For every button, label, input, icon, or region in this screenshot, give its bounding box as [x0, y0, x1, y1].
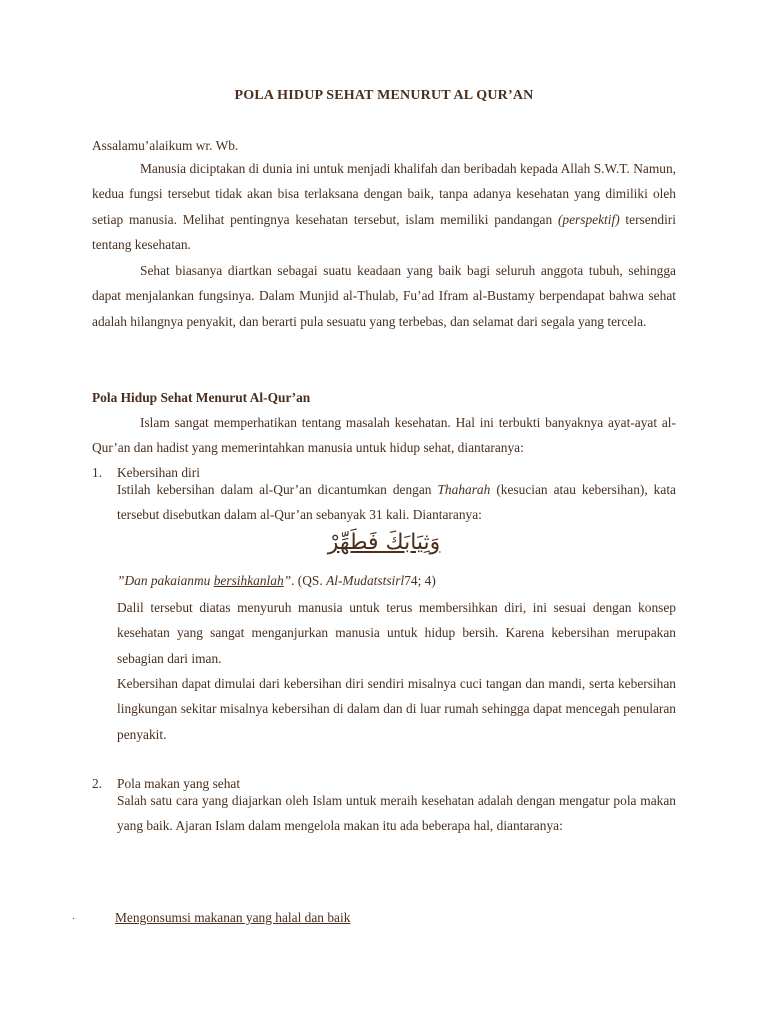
quote-underlined-word: bersihkanlah [213, 573, 284, 588]
item2-p1-text: Salah satu cara yang diajarkan oleh Islam untuk meraih kesehatan adalah dengan mengatur pola makan yang baik. Ajaran Islam dalam mengelola makan itu ada beberapa hal, diantaranya: [117, 793, 676, 834]
item1-p3-text: Kebersihan dapat dimulai dari kebersihan diri sendiri misalnya cuci tangan dan mandi, serta kebersihan lingkungan sekitar misalnya kebersihan di dalam dan di luar rumah sehingga dapat mencegah penularan penyakit. [117, 676, 676, 742]
bullet-item-text: Mengonsumsi makanan yang halal dan baik [115, 910, 351, 925]
arabic-word-1: وَثِيَابَكَ [378, 530, 441, 555]
list-item-2-title: Pola makan yang sehat [117, 776, 241, 791]
intro-p2-text: Sehat biasanya diartkan sebagai suatu keadaan yang baik bagi seluruh anggota tubuh, sehingga dapat menjalankan fungsinya. Dalam Munjid al-Thulab, Fu’ad Ifram al-Bustamy berpendapat bahwa sehat adalah hilangnya penyakit, dan berarti pula sesuatu yang terbebas, dan selamat dari segala yang tercela. [92, 263, 676, 329]
intro-p1-text-b: tersendiri tentang kesehatan. [92, 211, 676, 252]
intro-paragraph-2 [92, 258, 676, 334]
greeting: Assalamu’alaikum wr. Wb. [92, 138, 239, 153]
item1-p2-text: Dalil tersebut diatas menyuruh manusia untuk terus membersihkan diri, ini sesuai dengan konsep kesehatan yang sangat menganjurkan manusia untuk hidup bersih. Karena kebersihan merupakan sebagian dari iman. [117, 600, 676, 666]
item-1-paragraph-1 [117, 477, 676, 528]
quote-open: ”Dan pakaianmu [117, 573, 214, 588]
intro-paragraph-1 [92, 156, 676, 257]
item-2-paragraph-1 [117, 788, 676, 839]
item1-p1-emphasis: Thaharah [437, 482, 491, 497]
section-p1-text: Islam sangat memperhatikan tentang masalah kesehatan. Hal ini terbukti banyaknya ayat-ayat al-Qur’an dan hadist yang memerintahkan manusia untuk hidup sehat, diantaranya: [92, 415, 676, 456]
intro-p1-text-a: Manusia diciptakan di dunia ini untuk menjadi khalifah dan beribadah kepada Allah S.W.T. Namun, kedua fungsi tersebut tidak akan bisa terlaksana dengan baik, tanpa adanya kesehatan yang dimiliki oleh setiap manusia. Melihat pentingnya kesehatan tersebut, islam memiliki pandangan [92, 161, 676, 227]
list-item-1-title: Kebersihan diri [117, 465, 200, 480]
arabic-word-2: فَطَهِّرْ [327, 530, 379, 555]
quote-close: ” [283, 573, 292, 588]
item-1-paragraph-3 [117, 671, 676, 747]
intro-p1-emphasis: (perspektif) [557, 211, 620, 227]
citation-b: 74; 4) [404, 573, 436, 588]
item1-p1-text-b: (kesucian atau kebersihan), kata tersebut disebutkan dalam al-Qur’an sebanyak 31 kali. Diantaranya: [117, 482, 676, 523]
section-paragraph-1 [92, 410, 676, 461]
item-1-paragraph-2 [117, 595, 676, 671]
item1-p1-text-a: Istilah kebersihan dalam al-Qur’an dicantumkan dengan [117, 482, 438, 497]
citation-surah: Al-Mudatstsirl [326, 573, 405, 588]
list-item-1-number: 1. [92, 465, 103, 480]
verse-translation [117, 573, 436, 589]
bullet-marker: · [72, 914, 76, 925]
page-title: POLA HIDUP SEHAT MENURUT AL QUR’AN [234, 88, 534, 103]
citation-a: . (QS. [291, 573, 327, 588]
list-item-2-number: 2. [92, 776, 103, 791]
arabic-verse [0, 530, 768, 555]
section-heading: Pola Hidup Sehat Menurut Al-Qur’an [92, 390, 311, 405]
